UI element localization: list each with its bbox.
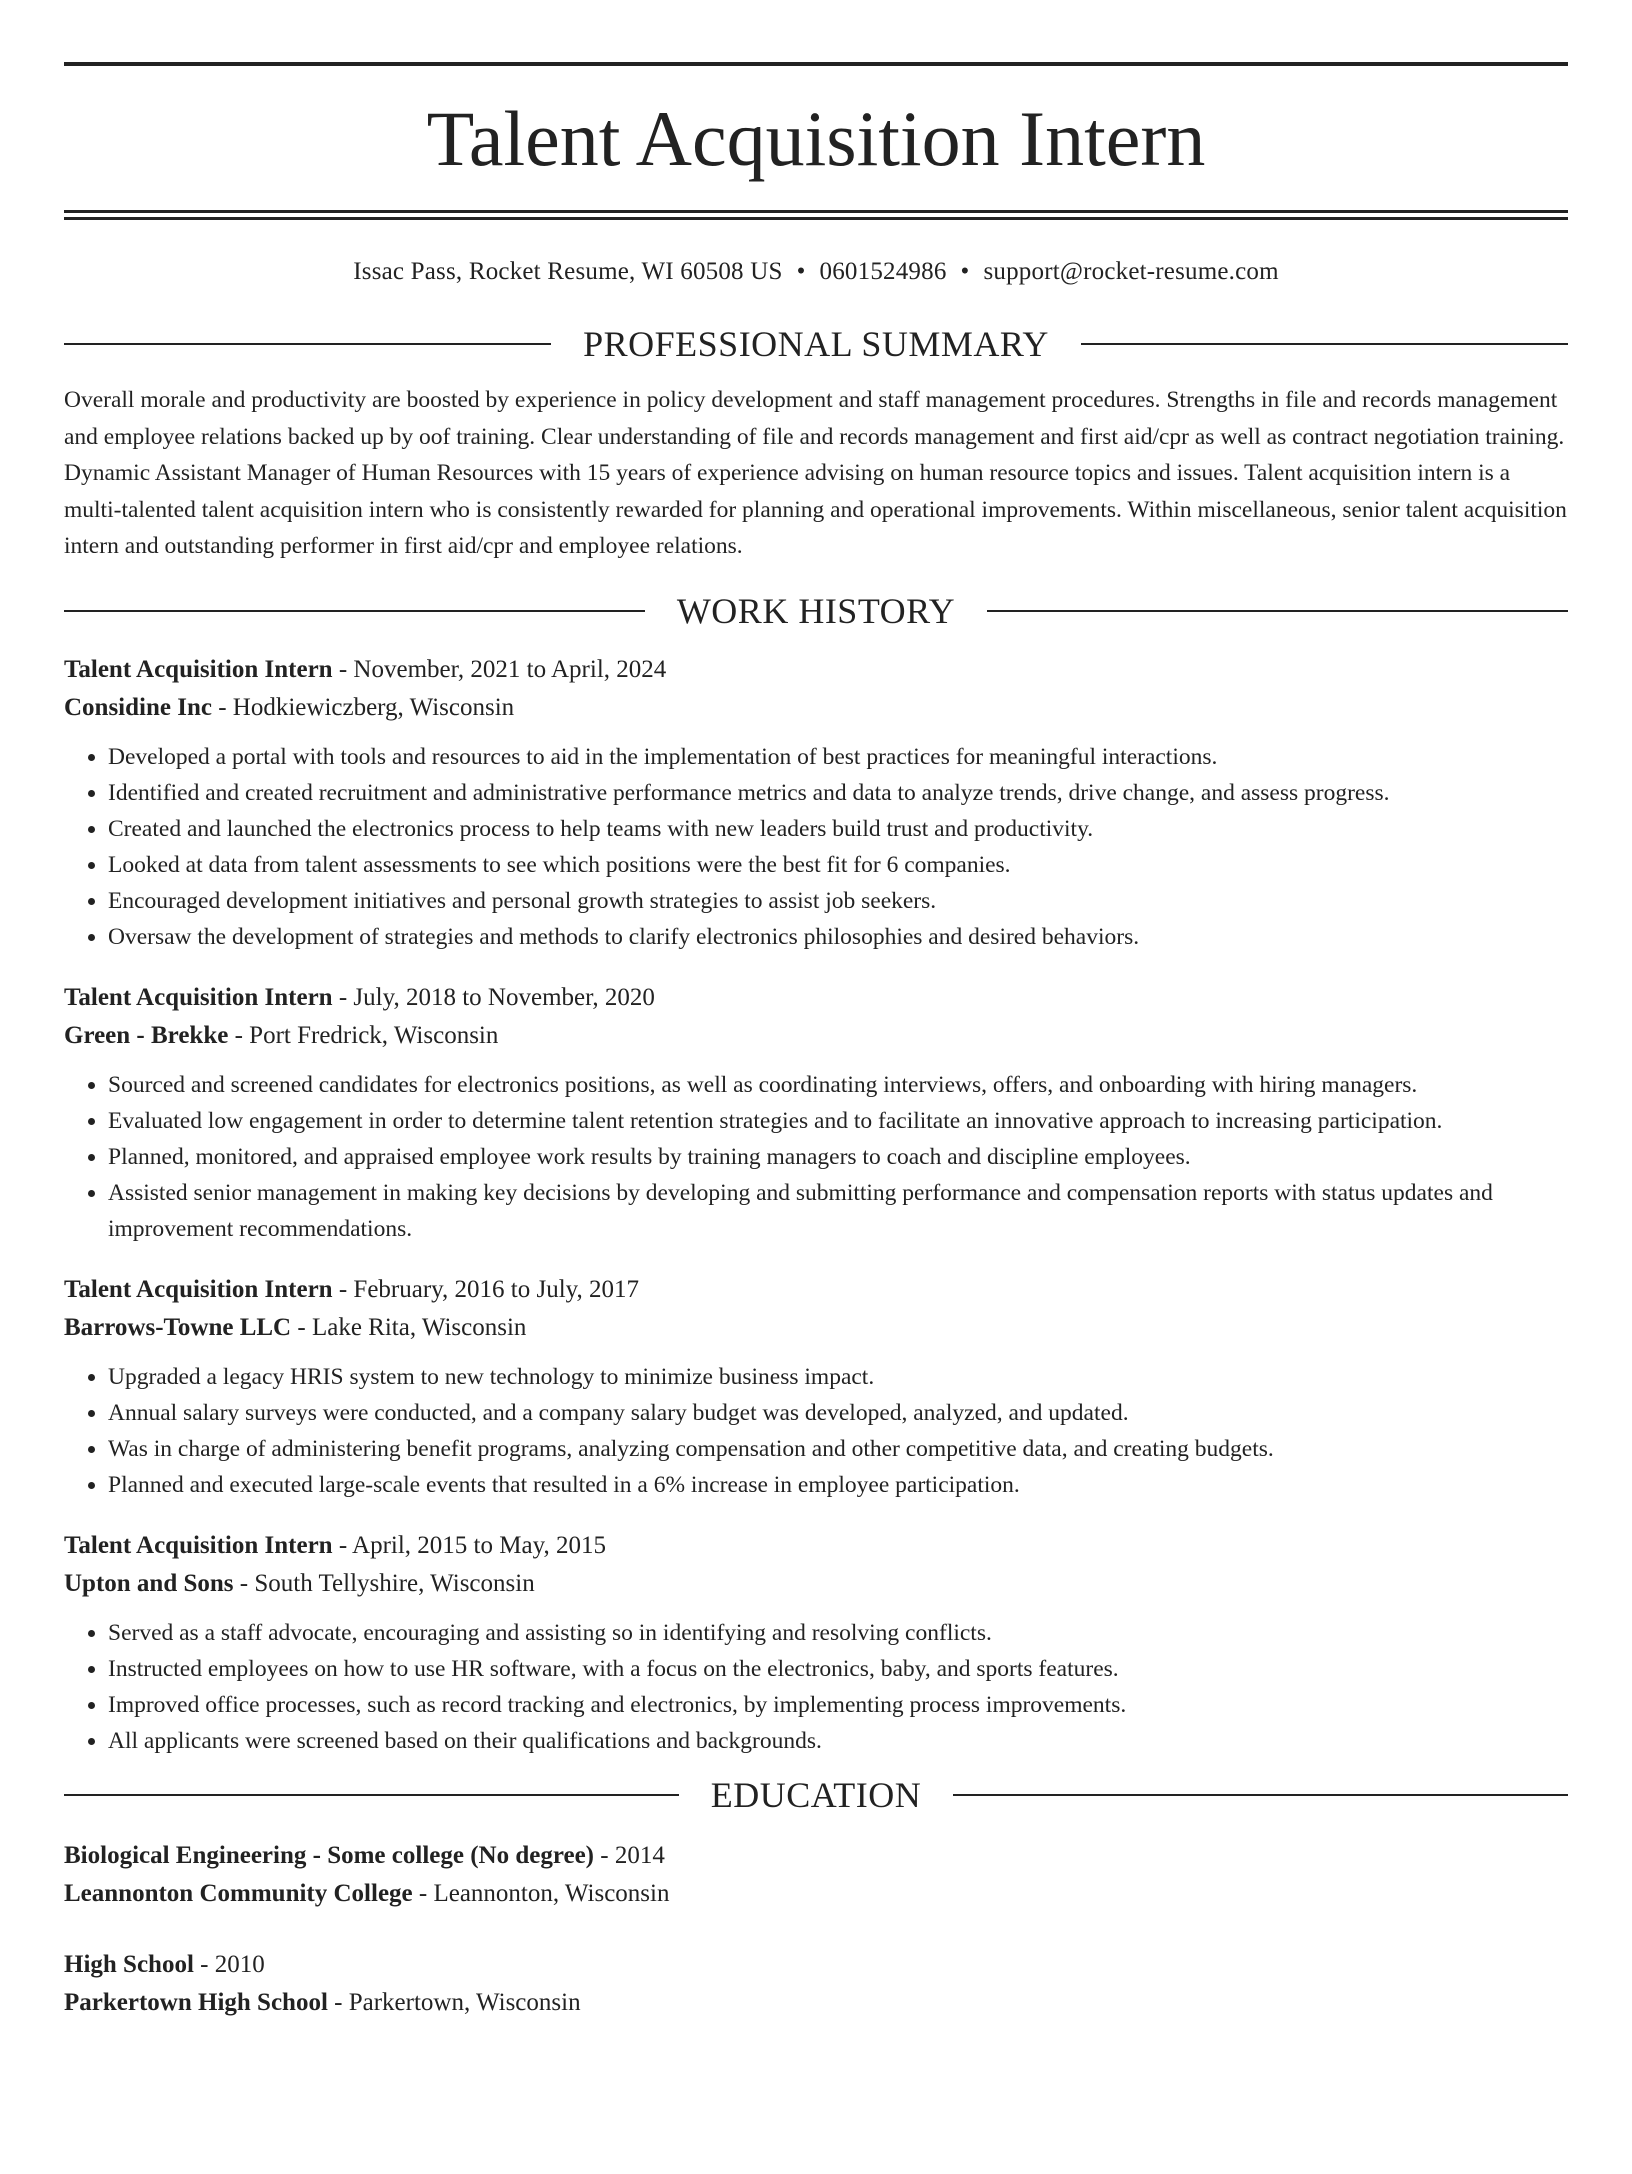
job-location: - Port Fredrick, Wisconsin (228, 1021, 499, 1049)
job-role: Talent Acquisition Intern (64, 1531, 333, 1559)
heading-rule-right (987, 610, 1568, 612)
resume-page (0, 62, 1632, 2174)
job-bullet: • Looked at data from talent assessments to see which positions were the best fit for 6 companies. (108, 847, 1568, 883)
job-entry (64, 1527, 1568, 1759)
education-school: Parkertown High School (64, 1988, 328, 2016)
top-rule (64, 62, 1568, 66)
job-bullet: • Assisted senior management in making key decisions by developing and submitting performance and compensation reports with status updates and improvement recommendations. (108, 1175, 1568, 1247)
section-title-education: EDUCATION (710, 1774, 922, 1815)
section-heading-summary (64, 324, 1568, 364)
job-dates: - November, 2021 to April, 2024 (332, 655, 667, 683)
job-entry (64, 651, 1568, 955)
job-bullet: • Encouraged development initiatives and personal growth strategies to assist job seekers. (108, 883, 1568, 919)
education-location: - Leannonton, Wisconsin (412, 1879, 670, 1907)
job-location: - Hodkiewiczberg, Wisconsin (211, 693, 515, 721)
job-entry (64, 979, 1568, 1247)
job-dates: - July, 2018 to November, 2020 (332, 983, 655, 1011)
job-bullet: • Instructed employees on how to use HR software, with a focus on the electronics, baby, and sports features. (108, 1651, 1568, 1687)
contact-line (64, 257, 1568, 287)
job-company-line (64, 1309, 1568, 1347)
education-school-line (64, 1984, 1568, 2022)
education-degree-line (64, 1946, 1568, 1984)
contact-separator: • (796, 258, 806, 285)
education-school: Leannonton Community College (64, 1879, 413, 1907)
education-degree: High School (64, 1950, 194, 1978)
job-role: Talent Acquisition Intern (64, 1275, 333, 1303)
job-company-line (64, 1017, 1568, 1055)
job-company: Barrows-Towne LLC (64, 1313, 292, 1341)
job-bullet: • Was in charge of administering benefit programs, analyzing compensation and other competitive data, and creating budgets. (108, 1431, 1568, 1467)
job-bullet: • Identified and created recruitment and administrative performance metrics and data to analyze trends, drive change, and assess progress. (108, 775, 1568, 811)
job-bullet: • Served as a staff advocate, encouraging and assisting so in identifying and resolving conflicts. (108, 1615, 1568, 1651)
job-bullet: • Planned and executed large-scale events that resulted in a 6% increase in employee participation. (108, 1467, 1568, 1503)
job-company-line (64, 689, 1568, 727)
job-bullets (64, 1359, 1568, 1503)
job-company: Considine Inc (64, 693, 212, 721)
job-bullet: • Annual salary surveys were conducted, and a company salary budget was developed, analyzed, and updated. (108, 1395, 1568, 1431)
contact-phone: 0601524986 (819, 258, 947, 285)
job-bullet: • Improved office processes, such as record tracking and electronics, by implementing process improvements. (108, 1687, 1568, 1723)
job-bullets (64, 739, 1568, 955)
education-year: - 2010 (193, 1950, 265, 1978)
job-bullet: • Created and launched the electronics process to help teams with new leaders build trust and productivity. (108, 811, 1568, 847)
education-degree-line (64, 1837, 1568, 1875)
title-double-rule (64, 210, 1568, 220)
job-bullet: • Evaluated low engagement in order to determine talent retention strategies and to facilitate an innovative approach to increasing participation. (108, 1103, 1568, 1139)
job-title-line (64, 651, 1568, 689)
page-title: Talent Acquisition Intern (426, 95, 1206, 182)
section-title-work: WORK HISTORY (676, 590, 956, 631)
heading-rule-left (64, 610, 645, 612)
contact-separator: • (960, 258, 970, 285)
job-bullet: • All applicants were screened based on their qualifications and backgrounds. (108, 1723, 1568, 1759)
job-title-line (64, 1527, 1568, 1565)
education-entry (64, 1837, 1568, 1913)
contact-address: Issac Pass, Rocket Resume, WI 60508 US (353, 258, 783, 285)
summary-text: Overall morale and productivity are boosted by experience in policy development and staff management procedures. Strengths in file and records management and employee relations backed up by oof training. Clear understanding of file and records management and first aid/cpr as well as contract negotiation training. Dynamic Assistant Manager of Human Resources with 15 years of experience advising on human resource topics and issues. Talent acquisition intern is a multi-talented talent acquisition intern who is consistently rewarded for planning and operational improvements. Within miscellaneous, senior talent acquisition intern and outstanding performer in first aid/cpr and employee relations. (64, 387, 1567, 559)
heading-rule-right (1081, 343, 1568, 345)
job-title-line (64, 1271, 1568, 1309)
job-location: - Lake Rita, Wisconsin (291, 1313, 527, 1341)
heading-rule-right (953, 1794, 1568, 1796)
job-company-line (64, 1565, 1568, 1603)
heading-rule-left (64, 343, 551, 345)
section-heading-work (64, 591, 1568, 631)
education-location: - Parkertown, Wisconsin (327, 1988, 581, 2016)
job-bullets (64, 1067, 1568, 1247)
job-bullet: • Oversaw the development of strategies and methods to clarify electronics philosophies and desired behaviors. (108, 919, 1568, 955)
job-dates: - April, 2015 to May, 2015 (332, 1531, 606, 1559)
job-role: Talent Acquisition Intern (64, 983, 333, 1011)
job-bullet: • Developed a portal with tools and resources to aid in the implementation of best practices for meaningful interactions. (108, 739, 1568, 775)
education-degree: Biological Engineering - Some college (No degree) (64, 1841, 594, 1869)
job-role: Talent Acquisition Intern (64, 655, 333, 683)
job-bullet: • Sourced and screened candidates for electronics positions, as well as coordinating interviews, offers, and onboarding with hiring managers. (108, 1067, 1568, 1103)
job-company: Green - Brekke (64, 1021, 229, 1049)
education-year: - 2014 (594, 1841, 665, 1869)
job-bullet: • Upgraded a legacy HRIS system to new technology to minimize business impact. (108, 1359, 1568, 1395)
job-title-line (64, 979, 1568, 1017)
education-school-line (64, 1875, 1568, 1913)
job-location: - South Tellyshire, Wisconsin (233, 1569, 535, 1597)
contact-email: support@rocket-resume.com (983, 258, 1279, 285)
education-entry (64, 1946, 1568, 2022)
job-dates: - February, 2016 to July, 2017 (332, 1275, 640, 1303)
section-heading-education (64, 1775, 1568, 1815)
job-bullet: • Planned, monitored, and appraised employee work results by training managers to coach and discipline employees. (108, 1139, 1568, 1175)
job-entry (64, 1271, 1568, 1503)
job-bullets (64, 1615, 1568, 1759)
section-title-summary: PROFESSIONAL SUMMARY (583, 324, 1049, 364)
heading-rule-left (64, 1794, 679, 1796)
job-company: Upton and Sons (64, 1569, 234, 1597)
